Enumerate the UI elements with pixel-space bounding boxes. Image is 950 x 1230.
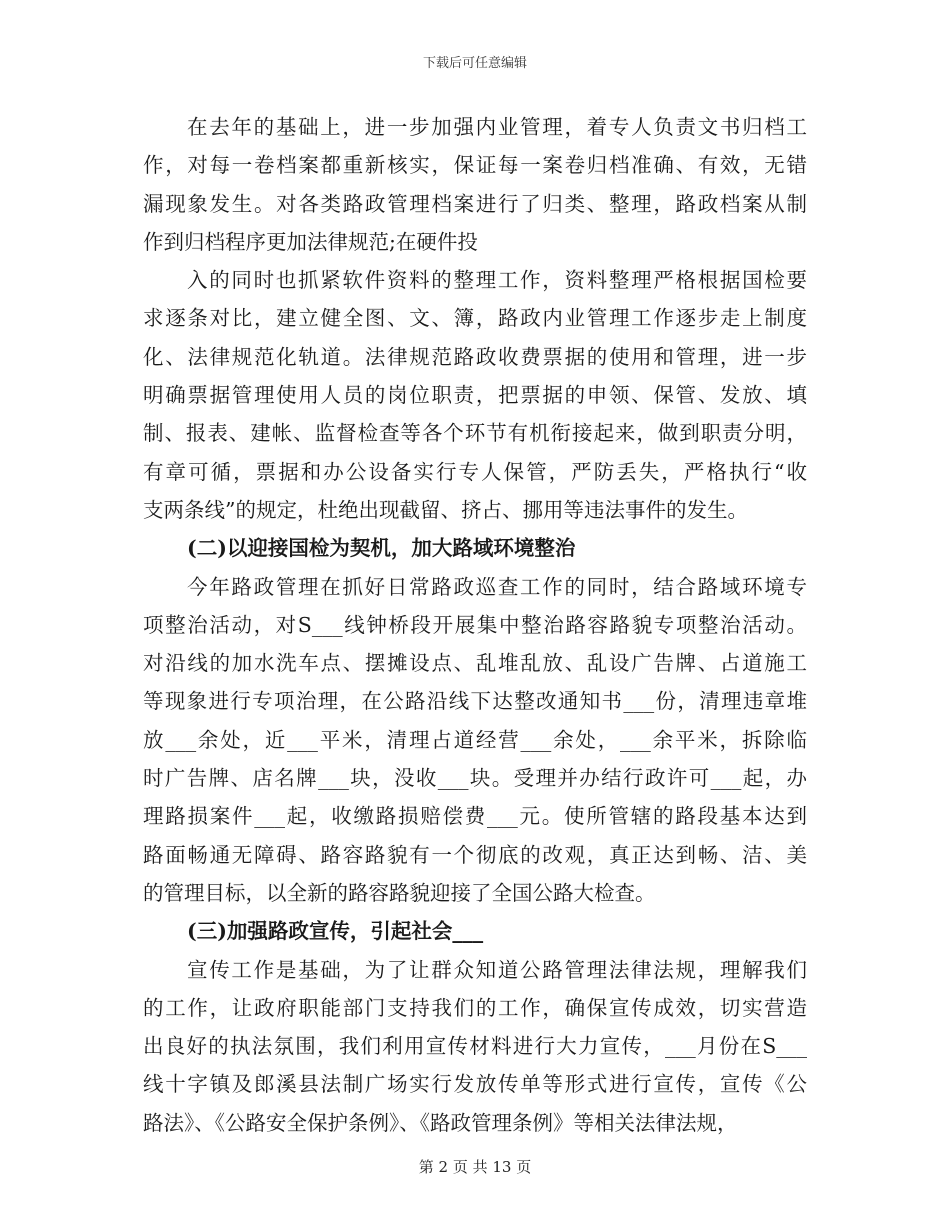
paragraph xyxy=(143,951,807,1142)
text-line: 作，对每一卷档案都重新核实，保证每一案卷归档准确、有效，无错 xyxy=(143,153,807,178)
text-line: 在去年的基础上，进一步加强内业管理，着专人负责文书归档工 xyxy=(187,115,807,139)
text-line: 漏现象发生。对各类路政管理档案进行了归类、整理，路政档案从制 xyxy=(143,191,807,216)
text-line: 作到归档程序更加法律规范;在硬件投 xyxy=(143,229,478,254)
paragraph xyxy=(143,108,807,261)
text-line: 理路损案件___起，收缴路损赔偿费___元。使所管辖的路段基本达到 xyxy=(143,804,807,829)
text-line: 明确票据管理使用人员的岗位职责，把票据的申领、保管、发放、填 xyxy=(143,383,807,408)
text-line: 出良好的执法氛围，我们利用宣传材料进行大力宣传，___月份在S___ xyxy=(143,1034,807,1059)
text-line: 化、法律规范化轨道。法律规范路政收费票据的使用和管理，进一步 xyxy=(143,344,807,369)
text-line: 有章可循，票据和办公设备实行专人保管，严防丢失，严格执行“收 xyxy=(143,459,807,484)
text-line: 对沿线的加水洗车点、摆摊设点、乱堆乱放、乱设广告牌、占道施工 xyxy=(143,651,807,676)
text-line: (二)以迎接国检为契机，加大路域环境整治 xyxy=(187,536,576,561)
text-line: 宣传工作是基础，为了让群众知道公路管理法律法规，理解我们 xyxy=(187,957,807,982)
page-footer: 第 2 页 共 13 页 xyxy=(418,1158,532,1176)
text-line: 线十字镇及郎溪县法制广场实行发放传单等形式进行宣传，宣传《公 xyxy=(143,1072,807,1097)
document-body xyxy=(143,108,807,1142)
text-line: 今年路政管理在抓好日常路政巡查工作的同时，结合路域环境专 xyxy=(187,574,807,599)
section-heading xyxy=(143,529,807,567)
text-line: 等现象进行专项治理，在公路沿线下达整改通知书___份，清理违章堆 xyxy=(143,689,807,714)
page-header: 下载后可任意编辑 xyxy=(422,56,527,71)
section-heading xyxy=(143,912,807,950)
text-line: 入的同时也抓紧软件资料的整理工作，资料整理严格根据国检要 xyxy=(187,268,807,293)
text-line: 时广告牌、店名牌___块，没收___块。受理并办结行政许可___起，办 xyxy=(143,766,807,791)
text-line: 项整治活动，对S___线钟桥段开展集中整治路容路貌专项整治活动。 xyxy=(143,612,807,637)
text-line: 的工作，让政府职能部门支持我们的工作，确保宣传成效，切实营造 xyxy=(143,995,807,1020)
text-line: 的管理目标，以全新的路容路貌迎接了全国公路大检查。 xyxy=(143,880,656,905)
paragraph xyxy=(143,568,807,913)
text-line: 求逐条对比，建立健全图、文、簿，路政内业管理工作逐步走上制度 xyxy=(143,306,807,331)
text-line: (三)加强路政宣传，引起社会___ xyxy=(187,919,484,944)
text-line: 制、报表、建帐、监督检查等各个环节有机衔接起来，做到职责分明， xyxy=(143,421,807,446)
text-line: 放___余处，近___平米，清理占道经营___余处，___余平米，拆除临 xyxy=(143,727,807,752)
paragraph xyxy=(143,261,807,529)
text-line: 路面畅通无障碍、路容路貌有一个彻底的改观，真正达到畅、洁、美 xyxy=(143,842,807,867)
text-line: 支两条线”的规定，杜绝出现截留、挤占、挪用等违法事件的发生。 xyxy=(143,497,748,522)
text-line: 路法》、《公路安全保护条例》、《路政管理条例》等相关法律法规， xyxy=(143,1110,738,1135)
